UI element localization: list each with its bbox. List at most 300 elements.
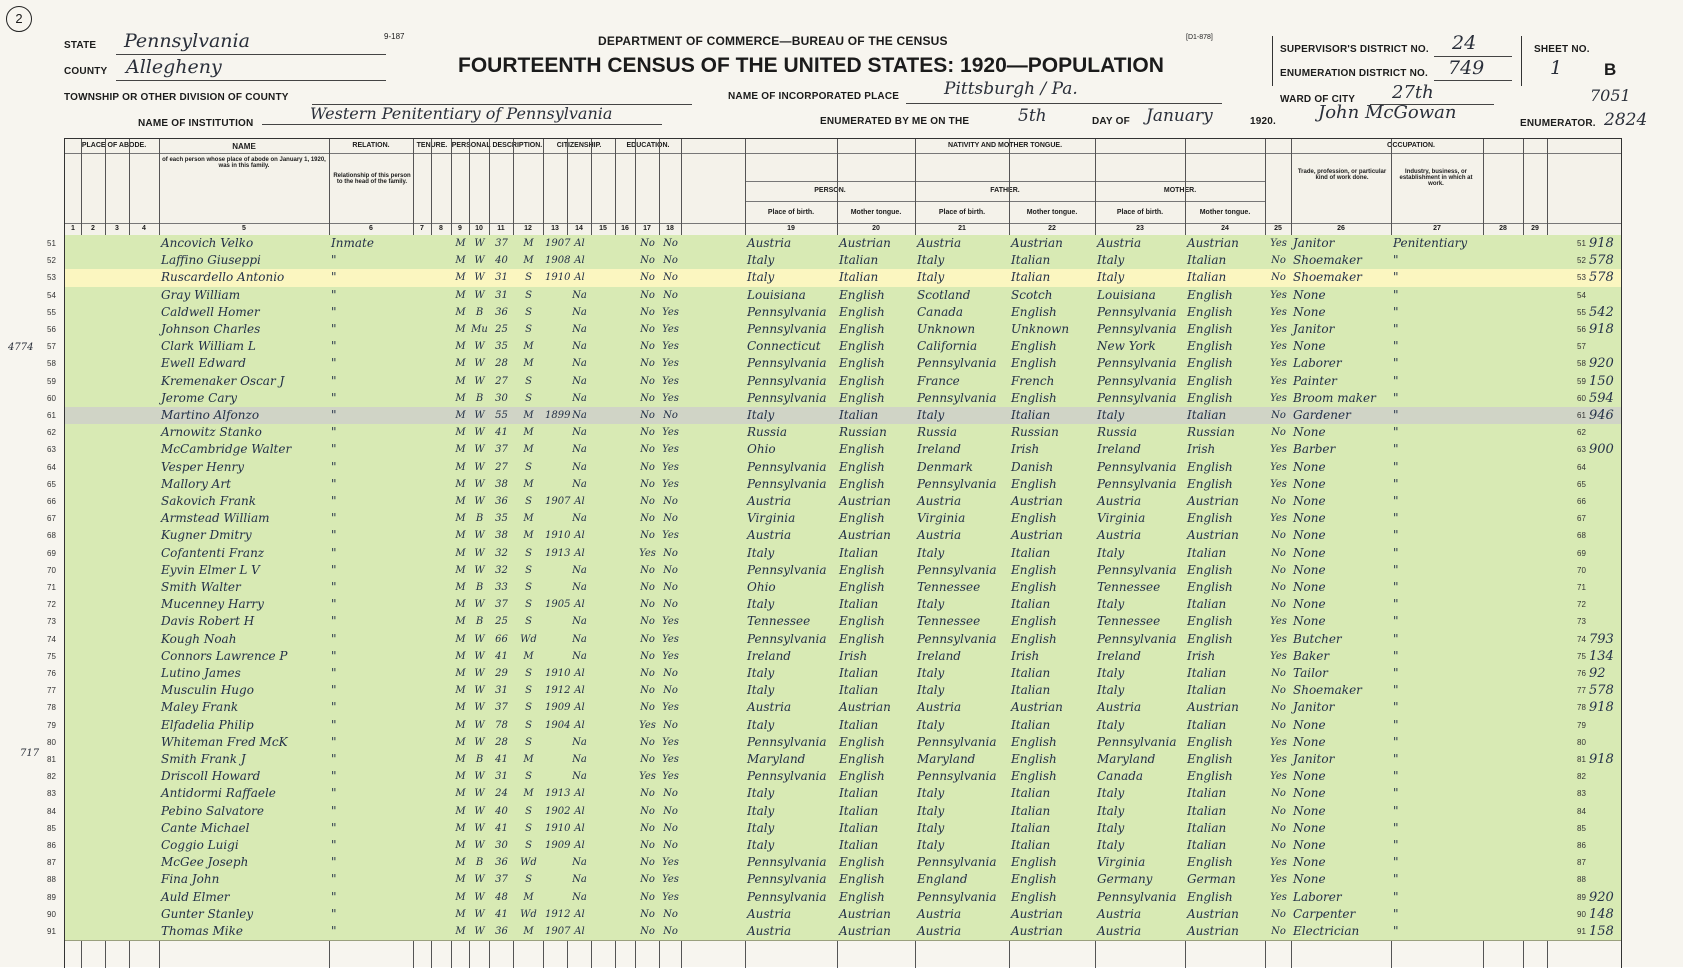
cell-trade: None xyxy=(1293,304,1326,319)
cell-write: No xyxy=(663,719,678,731)
cell-race: W xyxy=(474,410,485,421)
line-number: 52 xyxy=(47,256,56,266)
cell-mpob: Pennsylvania xyxy=(1097,373,1177,388)
line-number-right: 89 xyxy=(1577,892,1586,902)
cell-rel: " xyxy=(331,855,337,870)
cell-name: McCambridge Walter xyxy=(161,442,292,457)
line-number-right: 84 xyxy=(1577,806,1586,816)
incorporated-label: NAME OF INCORPORATED PLACE xyxy=(728,91,900,102)
line-number: 86 xyxy=(47,841,56,850)
cell-fpob: Italy xyxy=(917,408,945,422)
table-row[interactable] xyxy=(47,648,1621,666)
table-row[interactable] xyxy=(47,235,1621,253)
cell-read: Yes xyxy=(639,771,656,783)
cell-trade: Barber xyxy=(1293,442,1336,457)
cell-eng: No xyxy=(1271,582,1286,593)
cell-ftongue: English xyxy=(1011,614,1057,629)
cell-ms: M xyxy=(523,427,534,439)
cell-read: No xyxy=(640,324,655,335)
line-number: 68 xyxy=(47,531,56,541)
cell-industry: " xyxy=(1393,270,1399,285)
cell-write: Yes xyxy=(662,306,679,318)
table-row[interactable] xyxy=(47,252,1621,270)
cell-imm: 1910 xyxy=(545,530,571,542)
cell-ms: M xyxy=(523,478,534,490)
cell-mpob: Pennsylvania xyxy=(1097,562,1177,577)
person-heading: PERSON. xyxy=(814,187,846,194)
cell-sex: M xyxy=(455,272,466,284)
column-number: 11 xyxy=(497,225,505,232)
cell-read: No xyxy=(640,926,655,937)
trade-heading: Trade, profession, or particular kind of work done. xyxy=(1297,169,1387,181)
cell-mtongue: Italian xyxy=(1187,253,1227,268)
table-row[interactable] xyxy=(47,459,1621,477)
cell-mpob: Austria xyxy=(1097,236,1142,250)
cell-mtongue: Austrian xyxy=(1187,528,1239,543)
cell-pob: Maryland xyxy=(747,752,806,766)
line-number-right: 78 xyxy=(1577,703,1586,713)
cell-industry: " xyxy=(1393,855,1399,870)
cell-trade: Shoemaker xyxy=(1293,270,1362,285)
person-pob-heading: Place of birth. xyxy=(767,209,815,216)
margin-code: 594 xyxy=(1589,390,1614,406)
cell-mpob: Pennsylvania xyxy=(1097,356,1177,371)
cell-sex: M xyxy=(455,427,466,439)
margin-code: 542 xyxy=(1589,304,1614,320)
line-number: 83 xyxy=(47,789,56,799)
cell-sex: M xyxy=(455,891,466,903)
cell-write: Yes xyxy=(662,461,679,473)
cell-race: W xyxy=(474,874,485,886)
line-number: 79 xyxy=(47,720,56,730)
cell-ftongue: Italian xyxy=(1011,786,1051,801)
cell-nat: Na xyxy=(572,306,587,318)
cell-ftongue: Italian xyxy=(1011,803,1051,818)
cell-fpob: Russia xyxy=(917,425,958,440)
cell-fpob: Italy xyxy=(917,717,945,732)
cell-age: 31 xyxy=(495,685,508,697)
cell-tongue: Italian xyxy=(839,666,879,680)
cell-age: 25 xyxy=(495,616,508,628)
cell-ms: S xyxy=(525,496,532,507)
cell-ms: S xyxy=(525,719,532,731)
cell-age: 37 xyxy=(495,874,508,886)
table-row[interactable] xyxy=(47,889,1621,907)
cell-imm: 1907 xyxy=(545,926,571,937)
cell-read: No xyxy=(640,564,655,576)
cell-ms: M xyxy=(523,650,534,662)
table-row[interactable] xyxy=(47,338,1621,356)
table-row[interactable] xyxy=(47,631,1621,649)
cell-read: No xyxy=(640,410,655,421)
cell-sex: M xyxy=(455,650,466,662)
cell-eng: No xyxy=(1271,427,1286,439)
table-row[interactable] xyxy=(47,717,1621,735)
cell-mtongue: Italian xyxy=(1187,803,1227,818)
cell-name: Clark William L xyxy=(161,339,256,354)
line-number: 71 xyxy=(47,583,56,592)
cell-mpob: Tennessee xyxy=(1097,614,1161,629)
cell-tongue: English xyxy=(839,872,885,887)
cell-rel: " xyxy=(331,476,337,491)
cell-industry: " xyxy=(1393,872,1399,887)
cell-mtongue: English xyxy=(1187,322,1233,336)
cell-age: 66 xyxy=(495,633,508,645)
mother-heading: MOTHER. xyxy=(1163,187,1197,194)
line-number-right: 80 xyxy=(1577,737,1586,747)
table-row[interactable] xyxy=(47,837,1621,855)
cell-mpob: Italy xyxy=(1097,545,1125,560)
cell-pob: Italy xyxy=(747,820,775,835)
cell-pob: Tennessee xyxy=(747,614,811,629)
cell-write: Yes xyxy=(662,392,679,404)
cell-eng: No xyxy=(1271,530,1286,542)
line-number: 84 xyxy=(47,806,56,816)
cell-pob: Pennsylvania xyxy=(747,734,827,749)
cell-ftongue: French xyxy=(1011,373,1055,388)
cell-fpob: Tennessee xyxy=(917,580,981,594)
cell-trade: None xyxy=(1293,872,1326,887)
cell-trade: Janitor xyxy=(1293,322,1335,336)
margin-code: 150 xyxy=(1589,373,1614,389)
column-number: 16 xyxy=(621,225,629,232)
cell-race: B xyxy=(475,582,484,593)
table-row[interactable] xyxy=(47,699,1621,717)
cell-nat: Al xyxy=(574,685,585,697)
cell-mtongue: English xyxy=(1187,339,1233,354)
line-number-right: 73 xyxy=(1577,617,1586,627)
cell-tongue: English xyxy=(839,734,885,749)
cell-trade: Baker xyxy=(1293,648,1330,663)
cell-race: W xyxy=(474,685,485,697)
line-number: 80 xyxy=(47,737,56,747)
cell-industry: " xyxy=(1393,803,1399,818)
cell-nat: Al xyxy=(574,702,585,714)
cell-rel: " xyxy=(331,390,337,405)
cell-nat: Na xyxy=(572,478,587,490)
cell-mtongue: English xyxy=(1187,459,1233,474)
cell-sex: M xyxy=(455,805,466,817)
cell-imm: 1909 xyxy=(545,840,571,851)
cell-ms: M xyxy=(523,891,534,903)
cell-rel: " xyxy=(331,666,337,680)
cell-write: No xyxy=(663,496,678,507)
cell-trade: None xyxy=(1293,562,1326,577)
cell-pob: Ohio xyxy=(747,580,776,594)
cell-fpob: Tennessee xyxy=(917,614,981,629)
table-row[interactable] xyxy=(47,287,1621,305)
cell-age: 27 xyxy=(495,461,508,473)
cell-fpob: Ireland xyxy=(917,442,961,457)
cell-industry: " xyxy=(1393,580,1399,594)
cell-pob: Italy xyxy=(747,408,775,422)
cell-tongue: English xyxy=(839,580,885,594)
line-number: 65 xyxy=(47,479,56,489)
occupation-heading: OCCUPATION. xyxy=(1387,142,1435,149)
cell-mpob: Pennsylvania xyxy=(1097,304,1177,319)
table-row[interactable] xyxy=(47,424,1621,442)
cell-ftongue: English xyxy=(1011,390,1057,405)
cell-race: W xyxy=(474,238,485,249)
cell-eng: No xyxy=(1271,926,1286,937)
cell-fpob: Maryland xyxy=(917,752,976,766)
cell-trade: None xyxy=(1293,425,1326,440)
cell-ftongue: Italian xyxy=(1011,717,1051,732)
cell-mtongue: Austrian xyxy=(1187,924,1239,938)
cell-age: 37 xyxy=(495,599,508,611)
cell-read: No xyxy=(640,840,655,851)
cell-sex: M xyxy=(455,840,466,851)
cell-race: W xyxy=(474,444,485,456)
table-row[interactable] xyxy=(47,510,1621,528)
cell-ftongue: Austrian xyxy=(1011,700,1063,715)
table-row[interactable] xyxy=(47,734,1621,752)
cell-read: No xyxy=(640,392,655,404)
cell-imm: 1904 xyxy=(545,719,571,731)
cell-ftongue: English xyxy=(1011,339,1057,354)
table-row[interactable] xyxy=(47,373,1621,391)
line-number-right: 57 xyxy=(1577,342,1586,352)
table-row[interactable] xyxy=(47,665,1621,683)
cell-tongue: Austrian xyxy=(839,924,891,938)
cell-nat: Na xyxy=(572,324,587,335)
line-number: 62 xyxy=(47,428,56,438)
cell-race: W xyxy=(474,427,485,439)
margin-code: 134 xyxy=(1589,648,1614,664)
cell-mtongue: Russian xyxy=(1187,425,1235,440)
cell-eng: No xyxy=(1271,702,1286,714)
line-number-right: 51 xyxy=(1577,239,1586,248)
cell-read: No xyxy=(640,582,655,593)
table-row[interactable] xyxy=(47,820,1621,838)
cell-fpob: Italy xyxy=(917,270,945,285)
cell-race: W xyxy=(474,547,485,559)
line-number-right: 75 xyxy=(1577,651,1586,661)
margin-code: 92 xyxy=(1589,666,1606,681)
cell-write: No xyxy=(663,289,678,301)
cell-mpob: Louisiana xyxy=(1097,287,1156,302)
cell-industry: " xyxy=(1393,408,1399,422)
cell-rel: " xyxy=(331,631,337,646)
cell-name: McGee Joseph xyxy=(161,855,249,870)
cell-tongue: English xyxy=(839,390,885,405)
cell-fpob: Austria xyxy=(917,528,962,543)
cell-tongue: English xyxy=(839,752,885,766)
cell-write: No xyxy=(663,668,678,679)
table-row[interactable] xyxy=(47,441,1621,459)
line-number: 88 xyxy=(47,875,56,885)
cell-imm: 1905 xyxy=(545,599,571,611)
cell-mpob: Ireland xyxy=(1097,442,1141,457)
cell-age: 32 xyxy=(495,547,508,559)
cell-write: No xyxy=(663,926,678,937)
cell-sex: M xyxy=(455,341,466,353)
cell-race: W xyxy=(474,496,485,507)
cell-mtongue: English xyxy=(1187,614,1233,629)
table-row[interactable] xyxy=(47,871,1621,889)
cell-name: Connors Lawrence P xyxy=(161,648,288,663)
cell-ms: Wd xyxy=(520,857,537,869)
cell-ftongue: Danish xyxy=(1011,459,1054,474)
cell-rel: " xyxy=(331,614,337,629)
cell-sex: M xyxy=(455,375,466,387)
cell-fpob: Austria xyxy=(917,700,962,715)
cell-sex: M xyxy=(455,324,466,335)
cell-name: Caldwell Homer xyxy=(161,304,260,319)
table-row[interactable] xyxy=(47,768,1621,786)
cell-mpob: Italy xyxy=(1097,253,1125,268)
cell-sex: M xyxy=(455,461,466,473)
cell-sex: M xyxy=(455,599,466,611)
line-number-right: 87 xyxy=(1577,858,1586,868)
cell-ms: S xyxy=(525,306,532,318)
cell-nat: Al xyxy=(574,668,585,679)
cell-name: Smith Walter xyxy=(161,580,241,594)
cell-mtongue: English xyxy=(1187,734,1233,749)
cell-write: No xyxy=(663,599,678,611)
table-row[interactable] xyxy=(47,562,1621,580)
cell-fpob: Denmark xyxy=(917,459,973,474)
table-row[interactable] xyxy=(47,751,1621,769)
cell-industry: " xyxy=(1393,442,1399,457)
table-row[interactable] xyxy=(47,579,1621,597)
cell-race: W xyxy=(474,668,485,679)
table-row[interactable] xyxy=(47,785,1621,803)
cell-eng: No xyxy=(1271,805,1286,817)
column-number: 15 xyxy=(599,225,607,232)
cell-rel: " xyxy=(331,872,337,887)
cell-fpob: Canada xyxy=(917,304,964,319)
column-number: 7 xyxy=(420,225,424,232)
personal-heading: PERSONAL DESCRIPTION. xyxy=(451,142,543,149)
cell-industry: " xyxy=(1393,494,1399,508)
cell-read: No xyxy=(640,599,655,611)
cell-tongue: Italian xyxy=(839,597,879,612)
cell-ftongue: Italian xyxy=(1011,270,1051,285)
cell-ms: Wd xyxy=(520,633,537,645)
industry-heading: Industry, business, or establishment in which at work. xyxy=(1399,169,1473,187)
cell-ftongue: Unknown xyxy=(1011,322,1070,336)
table-header xyxy=(65,139,1621,236)
cell-fpob: Austria xyxy=(917,236,962,250)
cell-industry: " xyxy=(1393,287,1399,302)
cell-trade: None xyxy=(1293,339,1326,354)
table-row[interactable] xyxy=(47,803,1621,821)
cell-ftongue: Italian xyxy=(1011,820,1051,835)
table-row[interactable] xyxy=(47,906,1621,924)
cell-nat: Na xyxy=(572,874,587,886)
cell-nat: Al xyxy=(574,719,585,731)
column-number: 22 xyxy=(1048,225,1056,232)
table-row[interactable] xyxy=(47,321,1621,339)
cell-industry: " xyxy=(1393,614,1399,629)
cell-mpob: Italy xyxy=(1097,683,1125,698)
cell-pob: Pennsylvania xyxy=(747,769,827,784)
cell-read: No xyxy=(640,289,655,301)
cell-mtongue: English xyxy=(1187,511,1233,526)
cell-pob: Russia xyxy=(747,425,788,440)
cell-write: No xyxy=(663,513,678,525)
margin-code: 793 xyxy=(1589,631,1614,647)
cell-rel: " xyxy=(331,339,337,354)
table-row[interactable] xyxy=(47,390,1621,408)
cell-read: No xyxy=(640,444,655,456)
cell-nat: Al xyxy=(574,599,585,611)
cell-industry: " xyxy=(1393,373,1399,388)
line-number-right: 81 xyxy=(1577,755,1586,764)
table-row[interactable] xyxy=(47,269,1621,287)
cell-pob: Ireland xyxy=(747,648,791,663)
cell-pob: Pennsylvania xyxy=(747,889,827,904)
cell-trade: Painter xyxy=(1293,373,1337,388)
table-row[interactable] xyxy=(47,854,1621,872)
cell-tongue: English xyxy=(839,614,885,629)
cell-trade: Butcher xyxy=(1293,631,1342,646)
table-row[interactable] xyxy=(47,923,1621,941)
cell-eng: Yes xyxy=(1270,857,1287,869)
cell-write: No xyxy=(663,255,678,267)
cell-rel: " xyxy=(331,717,337,732)
cell-nat: Al xyxy=(574,805,585,817)
cell-trade: Janitor xyxy=(1293,700,1335,715)
cell-race: Mu xyxy=(471,324,488,335)
cell-mpob: Maryland xyxy=(1097,752,1156,766)
cell-industry: " xyxy=(1393,752,1399,766)
enumerator-label: ENUMERATOR. xyxy=(1520,118,1596,129)
column-number: 28 xyxy=(1499,225,1507,232)
cell-ftongue: Austrian xyxy=(1011,528,1063,543)
cell-eng: Yes xyxy=(1270,358,1287,370)
enumeration-district-value: 749 xyxy=(1448,57,1485,79)
table-row[interactable] xyxy=(47,304,1621,322)
cell-pob: Pennsylvania xyxy=(747,322,827,336)
table-row[interactable] xyxy=(47,545,1621,563)
cell-name: Antidormi Raffaele xyxy=(161,786,276,801)
table-row[interactable] xyxy=(47,407,1621,425)
margin-note-left-2: 717 xyxy=(20,748,40,759)
cell-fpob: Pennsylvania xyxy=(917,889,997,904)
tenure-heading: TENURE. xyxy=(416,142,448,149)
cell-tongue: Italian xyxy=(839,803,879,818)
cell-ms: S xyxy=(525,685,532,697)
cell-tongue: English xyxy=(839,339,885,354)
table-row[interactable] xyxy=(47,493,1621,511)
line-number-right: 63 xyxy=(1577,445,1586,455)
cell-race: W xyxy=(474,341,485,353)
table-row[interactable] xyxy=(47,613,1621,631)
cell-mtongue: Italian xyxy=(1187,545,1227,560)
cell-ftongue: English xyxy=(1011,872,1057,887)
cell-nat: Na xyxy=(572,513,587,525)
table-row[interactable] xyxy=(47,527,1621,545)
father-pob-heading: Place of birth. xyxy=(938,209,986,216)
father-heading: FATHER. xyxy=(990,187,1020,194)
cell-nat: Na xyxy=(572,891,587,903)
cell-ms: M xyxy=(523,255,534,267)
line-number-right: 83 xyxy=(1577,789,1586,799)
line-number: 70 xyxy=(47,565,56,575)
table-row[interactable] xyxy=(47,682,1621,700)
cell-industry: " xyxy=(1393,390,1399,405)
table-row[interactable] xyxy=(47,596,1621,614)
table-row[interactable] xyxy=(47,355,1621,373)
cell-name: Musculin Hugo xyxy=(161,683,254,698)
table-row[interactable] xyxy=(47,476,1621,494)
mother-tongue-heading: Mother tongue. xyxy=(1199,209,1251,216)
cell-mtongue: Austrian xyxy=(1187,494,1239,508)
cell-ftongue: Austrian xyxy=(1011,236,1063,250)
cell-age: 40 xyxy=(495,805,508,817)
